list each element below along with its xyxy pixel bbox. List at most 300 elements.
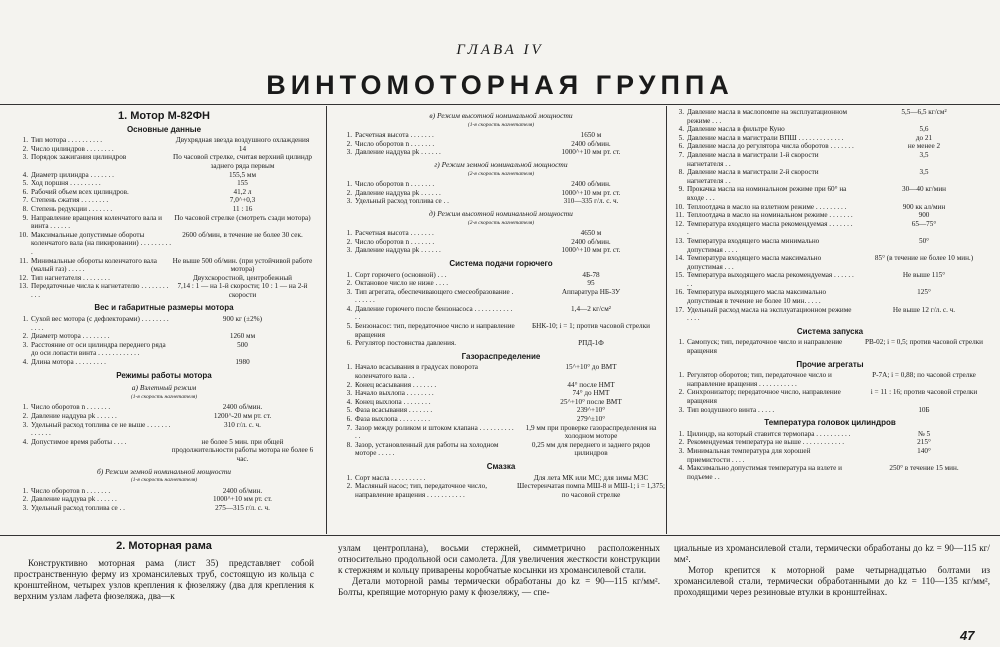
- spec-row: [670, 464, 990, 481]
- spec-row: [14, 153, 314, 170]
- spec-label: Максимальные допустимые обороты коленчатого вала (на пикировании) . . . . . . . . . .: [31, 230, 172, 256]
- spec-row: [338, 271, 664, 280]
- spec-row: [338, 279, 664, 288]
- spec-value: 1980: [235, 358, 250, 367]
- spec-row: [670, 108, 990, 125]
- spec-value: Для лета МК или МС; для зимы МЗС: [533, 473, 649, 482]
- spec-number: 6.: [22, 187, 28, 196]
- weight-list: [14, 315, 314, 367]
- spec-number: 13.: [19, 282, 28, 291]
- spec-row: [14, 171, 314, 180]
- spec-value: 275—315 г/л. с. ч.: [215, 503, 270, 512]
- column-divider-2: [666, 106, 667, 534]
- spec-number: 8.: [678, 168, 684, 177]
- spec-number: 4.: [346, 397, 352, 406]
- spec-number: 6.: [346, 339, 352, 348]
- column-1: [14, 108, 314, 513]
- spec-number: 1.: [346, 270, 352, 279]
- spec-label: Давление масла в маслопомпе на эксплуатационном режиме . . .: [687, 108, 847, 125]
- nominal-note: (1-я скорость нагнетателя): [130, 477, 198, 484]
- spec-number: 3.: [678, 405, 684, 414]
- spec-label: Тип воздушного винта . . . . .: [687, 405, 775, 414]
- spec-number: 2.: [678, 438, 684, 447]
- spec-row: [670, 388, 990, 405]
- spec-label: Число оборотов n . . . . . . .: [31, 403, 111, 412]
- engine-heading: 1. Мотор М-82ФН: [118, 110, 210, 122]
- spec-number: 1.: [22, 403, 28, 412]
- misc-list: [670, 371, 990, 414]
- temp-heading: Температура головок цилиндров: [764, 418, 896, 428]
- spec-label: Ход поршня . . . . . . . . .: [31, 179, 101, 188]
- spec-label: Давление масла в фильтре Куно: [687, 125, 785, 134]
- takeoff-list: [14, 403, 314, 463]
- spec-value: 900 кг (±2%): [222, 315, 263, 324]
- spec-label: Максимально допустимая температура на взлете и подъеме . .: [687, 464, 842, 481]
- spec-row: [338, 197, 664, 206]
- spec-number: 3.: [346, 287, 352, 296]
- alt2-list: [338, 229, 664, 255]
- spec-label: Регулятор постоянства давления.: [355, 339, 457, 348]
- spec-row: [14, 358, 314, 367]
- spec-value: Шестеренчатая помпа МШ-8 и МШ-1; i = 1,375; по часовой стрелке: [517, 482, 665, 499]
- frame-column-2: [338, 543, 660, 598]
- spec-number: 3.: [22, 153, 28, 162]
- spec-number: 3.: [346, 389, 352, 398]
- spec-row: [338, 363, 664, 380]
- spec-number: 1.: [346, 131, 352, 140]
- spec-value: 279^±10°: [576, 415, 606, 423]
- spec-value: 1000^+10 мм рт. ст.: [561, 246, 621, 255]
- spec-value: 310—335 г/л. с. ч.: [563, 197, 619, 206]
- spec-label: Сорт горючего (основной) . . .: [355, 270, 447, 279]
- spec-number: 9.: [22, 213, 28, 222]
- spec-value: 4650 м: [580, 229, 602, 238]
- spec-number: 2.: [22, 332, 28, 341]
- column-2: [338, 108, 664, 499]
- spec-value: 4Б-78: [582, 270, 600, 279]
- frame-paragraph-2: узлам центроплана), восьми стержней, симметрично расположенных относительно продольной оси самолета. Для увеличения жесткости конструкции к стержням и кольцу приварены коробчатые косынки из хромансилевой стали.: [338, 543, 660, 575]
- spec-row: [670, 288, 990, 305]
- spec-row: [670, 430, 990, 439]
- spec-label: Удельный расход топлива ce . .: [31, 503, 125, 512]
- spec-row: [14, 403, 314, 412]
- spec-value: 215°: [917, 438, 931, 447]
- spec-value: 250° в течение 15 мин.: [889, 464, 959, 473]
- spec-value: 65—75°: [911, 219, 937, 228]
- spec-label: Степень редукции . . . . . . .: [31, 204, 113, 213]
- spec-value: 2600 об/мин, в течение не более 30 сек.: [182, 230, 303, 239]
- spec-value: 310 г/л. с. ч.: [224, 420, 261, 429]
- spec-label: Конец выхлопа . . . . . . . .: [355, 397, 431, 406]
- spec-number: 5.: [346, 322, 352, 331]
- weight-heading: Вес и габаритные размеры мотора: [94, 303, 234, 313]
- spec-value: 95: [587, 279, 595, 288]
- spec-value: № 5: [917, 429, 931, 438]
- spec-value: 500: [237, 340, 248, 349]
- spec-label: Сорт масла . . . . . . . . . .: [355, 473, 426, 482]
- spec-number: 12.: [19, 273, 28, 282]
- spec-row: [14, 438, 314, 464]
- spec-value: 14: [238, 144, 247, 153]
- spec-row: [670, 338, 990, 355]
- spec-row: [14, 205, 314, 214]
- spec-label: Расчетная высота . . . . . . .: [355, 229, 434, 238]
- spec-value: не более 5 мин. при общей продолжительности работы мотора не более 6 час.: [171, 437, 314, 463]
- spec-value: 74° до НМТ: [572, 389, 610, 398]
- spec-number: 6.: [678, 142, 684, 151]
- spec-label: Давление масла в магистрали ВПШ . . . . . . . . . . . . .: [687, 133, 844, 142]
- spec-row: [670, 203, 990, 212]
- spec-number: 8.: [346, 440, 352, 449]
- spec-value: 5,5—6,5 кг/см²: [901, 108, 947, 116]
- spec-row: [670, 306, 990, 323]
- spec-row: [338, 180, 664, 189]
- spec-value: РПД-1Ф: [578, 339, 604, 348]
- spec-number: 1.: [678, 429, 684, 438]
- spec-row: [338, 238, 664, 247]
- spec-label: Рекомендуемая температура не выше . . . . . . . . . . . .: [687, 438, 845, 447]
- spec-value: 1000^+10 мм рт. ст.: [561, 188, 621, 197]
- spec-value: 5,6: [919, 125, 929, 134]
- spec-label: Цилиндр, на который ставится термопара . . . . . . . . . .: [687, 429, 851, 438]
- spec-value: 85° (в течение не более 10 мин.): [874, 254, 974, 263]
- spec-row: [670, 254, 990, 271]
- spec-row: [670, 134, 990, 143]
- spec-label: Давление наддува pk . . . . . .: [355, 246, 441, 255]
- section-rule: [0, 535, 1000, 536]
- oil-list: [338, 474, 664, 500]
- spec-row: [14, 231, 314, 257]
- spec-row: [338, 398, 664, 407]
- spec-value: 11 : 16: [232, 204, 253, 213]
- spec-value: 2400 об/мин.: [222, 403, 263, 412]
- alt2-title: д) Режим высотной номинальной мощности: [429, 208, 573, 218]
- column-divider-1: [326, 106, 327, 534]
- spec-row: [338, 406, 664, 415]
- spec-label: Порядок зажигания цилиндров: [31, 153, 127, 162]
- spec-number: 5.: [346, 406, 352, 415]
- spec-value: 155: [237, 179, 248, 188]
- spec-label: Синхронизатор; передаточное число, направление вращения: [687, 388, 841, 405]
- spec-number: 3.: [678, 446, 684, 455]
- spec-number: 1.: [22, 315, 28, 324]
- modes-heading: Режимы работы мотора: [116, 370, 212, 380]
- frame-column-3: [674, 543, 990, 598]
- spec-number: 1.: [678, 371, 684, 380]
- spec-label: Теплоотдача в масло на номинальном режиме . . . . . . .: [687, 211, 853, 220]
- frame-heading: 2. Моторная рама: [116, 540, 212, 552]
- nominal-title: б) Режим земной номинальной мощности: [96, 466, 232, 476]
- spec-number: 3.: [22, 420, 28, 429]
- chapter-title: ВИНТОМОТОРНАЯ ГРУППА: [266, 70, 734, 100]
- page-number: 47: [960, 628, 975, 643]
- gas-list: [338, 363, 664, 458]
- spec-value: 30—40 кг/мин: [901, 185, 947, 194]
- spec-row: [338, 339, 664, 348]
- spec-value: 1200^-20 мм рт. ст.: [213, 412, 272, 420]
- spec-label: Давление масла до регулятора числа оборотов . . . . . . .: [687, 142, 854, 151]
- spec-value: 125°: [917, 288, 931, 297]
- spec-value: 2400 об/мин.: [222, 486, 263, 495]
- column-3: [670, 108, 990, 481]
- spec-label: Зазор, установленный для работы на холодном моторе . . . . .: [355, 440, 499, 458]
- spec-label: Начало всасывания в градусах поворота коленчатого вала . .: [355, 363, 478, 381]
- alt1-note: (1-я скорость нагнетателя): [467, 121, 535, 128]
- spec-number: 8.: [22, 204, 28, 213]
- spec-value: БНК-10; i = 1; против часовой стрелки: [532, 322, 650, 331]
- spec-value: 239^+10°: [576, 406, 606, 415]
- spec-row: [670, 371, 990, 388]
- spec-number: 17.: [675, 305, 684, 314]
- spec-row: [338, 415, 664, 424]
- spec-number: 15.: [675, 271, 684, 280]
- spec-value: Аппаратура НБ-3У: [561, 287, 621, 296]
- spec-row: [338, 474, 664, 483]
- spec-row: [14, 495, 314, 504]
- spec-number: 4.: [678, 125, 684, 134]
- spec-label: Направление вращения коленчатого вала и винта . . . . . .: [31, 213, 163, 231]
- spec-number: 6.: [346, 415, 352, 423]
- spec-value: 41,2 л: [233, 187, 252, 196]
- alt1-list: [338, 131, 664, 157]
- spec-row: [14, 282, 314, 299]
- spec-label: Температура выходящего масла максимально допустимая в течение не более 10 мин. . . . .: [687, 288, 827, 306]
- spec-row: [670, 237, 990, 254]
- spec-number: 11.: [19, 256, 28, 265]
- spec-value: 50°: [918, 236, 930, 245]
- spec-number: 14.: [675, 254, 684, 263]
- spec-number: 2.: [346, 279, 352, 288]
- spec-value: 25^+10° после ВМТ: [560, 397, 622, 406]
- spec-label: Фаза всасывания . . . . . . .: [355, 406, 433, 415]
- spec-number: 5.: [678, 133, 684, 142]
- spec-label: Диаметр цилиндра . . . . . . .: [31, 170, 114, 179]
- fuel-list: [338, 271, 664, 348]
- spec-row: [338, 288, 664, 305]
- spec-label: Масляный насос; тип, передаточное число, направление вращения . . . . . . . . . . .: [355, 482, 487, 499]
- spec-label: Давление наддува pk . . . . . .: [355, 188, 441, 197]
- spec-number: 12.: [675, 219, 684, 228]
- spec-label: Давление наддува pk . . . . . .: [355, 148, 441, 157]
- spec-value: i = 11 : 16; против часовой стрелки: [870, 388, 978, 397]
- spec-number: 1.: [22, 136, 28, 145]
- spec-number: 2.: [22, 412, 28, 420]
- spec-label: Диаметр мотора . . . . . . . .: [31, 332, 110, 341]
- spec-label: Удельный расход топлива ce . .: [355, 197, 449, 206]
- basic-data-heading: Основные данные: [126, 124, 202, 134]
- spec-value: 3,5: [919, 168, 929, 177]
- spec-label: Расчетная высота . . . . . . .: [355, 131, 434, 140]
- spec-label: Давление масла в магистрали 2-й скорости нагнетателя . .: [687, 168, 819, 185]
- spec-row: [14, 487, 314, 496]
- spec-row: [14, 332, 314, 341]
- alt1-title: в) Режим высотной номинальной мощности: [429, 111, 573, 120]
- spec-label: Передаточные числа к нагнетателю . . . . . . . . . . .: [31, 282, 169, 299]
- spec-label: Давление наддува pk . . . . . .: [31, 495, 117, 504]
- spec-number: 3.: [22, 340, 28, 349]
- spec-value: Не выше 500 об/мин. (при устойчивой работе мотора): [172, 256, 313, 274]
- spec-row: [670, 125, 990, 134]
- spec-value: 7,14 : 1 — на 1-й скорости; 10 : 1 — на 2-й скорости: [177, 282, 308, 299]
- spec-label: Бензонасос: тип, передаточное число и направление вращения: [355, 322, 515, 339]
- spec-number: 3.: [678, 108, 684, 116]
- spec-value: Не выше 115°: [902, 271, 946, 280]
- fuel-heading: Система подачи горючего: [449, 258, 553, 268]
- ground2-list: [338, 180, 664, 206]
- spec-number: 1.: [346, 473, 352, 482]
- spec-row: [670, 168, 990, 185]
- spec-row: [14, 179, 314, 188]
- alt2-note: (2-я скорость нагнетателя): [467, 219, 535, 226]
- spec-number: 3.: [346, 197, 352, 206]
- spec-number: 3.: [346, 246, 352, 255]
- spec-value: 1000^+10 мм рт. ст.: [213, 495, 272, 504]
- spec-row: [338, 229, 664, 238]
- spec-value: 1650 м: [580, 131, 602, 140]
- spec-value: 0,25 мм для переднего и заднего рядов цилиндров: [531, 440, 651, 458]
- spec-value: 1260 мм: [229, 332, 256, 341]
- spec-number: 10.: [675, 202, 684, 211]
- spec-label: Октановое число не ниже . . . .: [355, 279, 449, 288]
- spec-number: 2.: [346, 139, 352, 148]
- spec-value: 900: [918, 211, 930, 220]
- spec-number: 2.: [22, 144, 28, 153]
- spec-number: 13.: [675, 236, 684, 245]
- spec-row: [14, 274, 314, 283]
- spec-label: Температура входящего масла минимально допустимая . . . .: [687, 236, 820, 254]
- spec-label: Рабочий объем всех цилиндров.: [31, 187, 129, 196]
- spec-label: Число цилиндров . . . . . . . .: [31, 144, 114, 153]
- spec-number: 11.: [675, 211, 684, 220]
- spec-row: [338, 131, 664, 140]
- spec-value: 900 кк ал/мин: [902, 202, 946, 211]
- frame-paragraph-5: Мотор крепится к моторной раме четырнадцатью болтами из хромансилевой стали, термически обработанными до kz = 110—135 кг/мм², проходящими через резиновые втулки в кронштейнах.: [674, 565, 990, 597]
- spec-value: Двухрядная звезда воздушного охлаждения: [175, 136, 310, 145]
- spec-value: По часовой стрелке (смотреть сзади мотора): [174, 213, 311, 222]
- spec-row: [14, 504, 314, 513]
- spec-label: Число оборотов n . . . . . . .: [31, 486, 111, 495]
- spec-row: [338, 246, 664, 255]
- spec-number: 7.: [22, 196, 28, 205]
- spec-value: 44° после НМТ: [567, 380, 615, 389]
- spec-row: [338, 148, 664, 157]
- spec-label: Допустимое время работы . . . .: [31, 437, 127, 446]
- spec-value: 2400 об/мин.: [571, 237, 611, 246]
- spec-value: 2400 об/мин.: [571, 139, 611, 148]
- spec-label: Давление масла в магистрали 1-й скорости нагнетателя . .: [687, 150, 819, 168]
- spec-value: 3,5: [919, 150, 929, 159]
- top-rule: [0, 104, 1000, 105]
- spec-label: Теплоотдача в масло на взлетном режиме . . . . . . . . .: [687, 202, 847, 211]
- spec-row: [338, 482, 664, 499]
- spec-label: Давление наддува pk . . . . . .: [31, 412, 117, 420]
- spec-number: 2.: [678, 388, 684, 397]
- spec-number: 2.: [346, 237, 352, 246]
- spec-label: Длина мотора . . . . . . . . .: [31, 358, 106, 367]
- spec-value: 1,4—2 кг/см²: [571, 304, 611, 313]
- spec-label: Число оборотов n . . . . . . .: [355, 180, 435, 189]
- oil-heading: Смазка: [486, 461, 516, 471]
- spec-value: Двухскоростной, центробежный: [192, 273, 293, 282]
- spec-row: [338, 305, 664, 322]
- frame-column-1: [14, 558, 314, 602]
- spec-label: Температура входящего масла максимально допустимая . . .: [687, 254, 822, 271]
- spec-number: 1.: [22, 486, 28, 495]
- spec-label: Давление горючего после бензонасоса . . . . . . . . . . . . .: [355, 304, 513, 322]
- spec-value: Р-7А; i = 0,88; по часовой стрелке: [872, 371, 976, 380]
- spec-label: Начало выхлопа . . . . . . . .: [355, 389, 434, 398]
- spec-number: 1.: [678, 338, 684, 347]
- spec-label: Температура входящего масла рекомендуемая . . . . . . . .: [687, 219, 853, 237]
- spec-number: 4.: [346, 304, 352, 313]
- oil-list-continued: [670, 108, 990, 323]
- spec-label: Температура выходящего масла рекомендуемая . . . . . . . .: [687, 271, 854, 288]
- spec-row: [670, 142, 990, 151]
- spec-number: 10.: [19, 230, 28, 239]
- spec-value: 155,5 мм: [228, 170, 257, 179]
- spec-label: Регулятор оборотов; тип, передаточное число и направление вращения . . . . . . . . . . .: [687, 371, 832, 388]
- spec-row: [670, 406, 990, 415]
- spec-row: [338, 322, 664, 339]
- spec-row: [670, 185, 990, 202]
- temp-list: [670, 430, 990, 482]
- spec-row: [670, 271, 990, 288]
- spec-row: [14, 188, 314, 197]
- spec-label: Зазор между роликом и штоком клапана . . . . . . . . . . . .: [355, 423, 514, 441]
- spec-number: 3.: [22, 503, 28, 512]
- spec-number: 2.: [346, 380, 352, 389]
- spec-number: 1.: [346, 363, 352, 372]
- spec-label: Удельный расход топлива ce не выше . . . . . . . . . . . . .: [31, 420, 171, 438]
- spec-label: Степень сжатия . . . . . . . .: [31, 196, 109, 205]
- gas-heading: Газораспределение: [461, 351, 541, 361]
- spec-number: 2.: [22, 495, 28, 504]
- spec-value: 10Б: [918, 405, 930, 414]
- spec-value: РВ-02; i = 0,5; против часовой стрелки: [864, 338, 983, 347]
- spec-row: [14, 412, 314, 421]
- spec-row: [14, 421, 314, 438]
- spec-label: Число оборотов n . . . . . . .: [355, 237, 435, 246]
- spec-row: [670, 211, 990, 220]
- spec-value: По часовой стрелке, считая верхний цилиндр заднего ряда первым: [173, 153, 312, 170]
- spec-row: [670, 151, 990, 168]
- spec-number: 4.: [678, 464, 684, 473]
- spec-number: 1.: [346, 229, 352, 238]
- spec-label: Минимальные обороты коленчатого вала (малый газ) . . . . .: [31, 256, 157, 274]
- frame-paragraph-3: Детали моторной рамы термически обработаны до kz = 90—115 кг/мм². Болты, крепящие моторную раму к фюзеляжу, — спе-: [338, 576, 660, 597]
- misc-heading: Прочие агрегаты: [796, 359, 864, 369]
- spec-row: [14, 315, 314, 332]
- spec-label: Тип мотора . . . . . . . . . .: [31, 136, 103, 145]
- frame-paragraph-1: Конструктивно моторная рама (лист 35) представляет собой пространственную ферму из хромансилевых труб, состоящую из кольца с кронштейном, четырех узлов крепления к фюзеляжу (два для крепления к верхним узлам лафета фюзеляжа, два—к: [14, 558, 314, 601]
- spec-row: [14, 196, 314, 205]
- spec-number: 2.: [346, 482, 352, 491]
- spec-number: 1.: [346, 180, 352, 189]
- spec-number: 4.: [22, 170, 28, 179]
- spec-row: [670, 438, 990, 447]
- spec-row: [338, 140, 664, 149]
- spec-label: Удельный расход масла на эксплуатационном режиме . . . .: [687, 305, 852, 323]
- spec-row: [338, 381, 664, 390]
- spec-label: Конец всасывания . . . . . . .: [355, 380, 437, 389]
- start-list: [670, 338, 990, 355]
- spec-number: 5.: [22, 179, 28, 188]
- spec-number: 16.: [675, 288, 684, 297]
- spec-number: 4.: [22, 358, 28, 367]
- frame-paragraph-4: циальные из хромансилевой стали, термически обработаны до kz = 90—115 кг/мм².: [674, 543, 990, 564]
- ground2-title: г) Режим земной номинальной мощности: [434, 159, 568, 169]
- spec-row: [14, 214, 314, 231]
